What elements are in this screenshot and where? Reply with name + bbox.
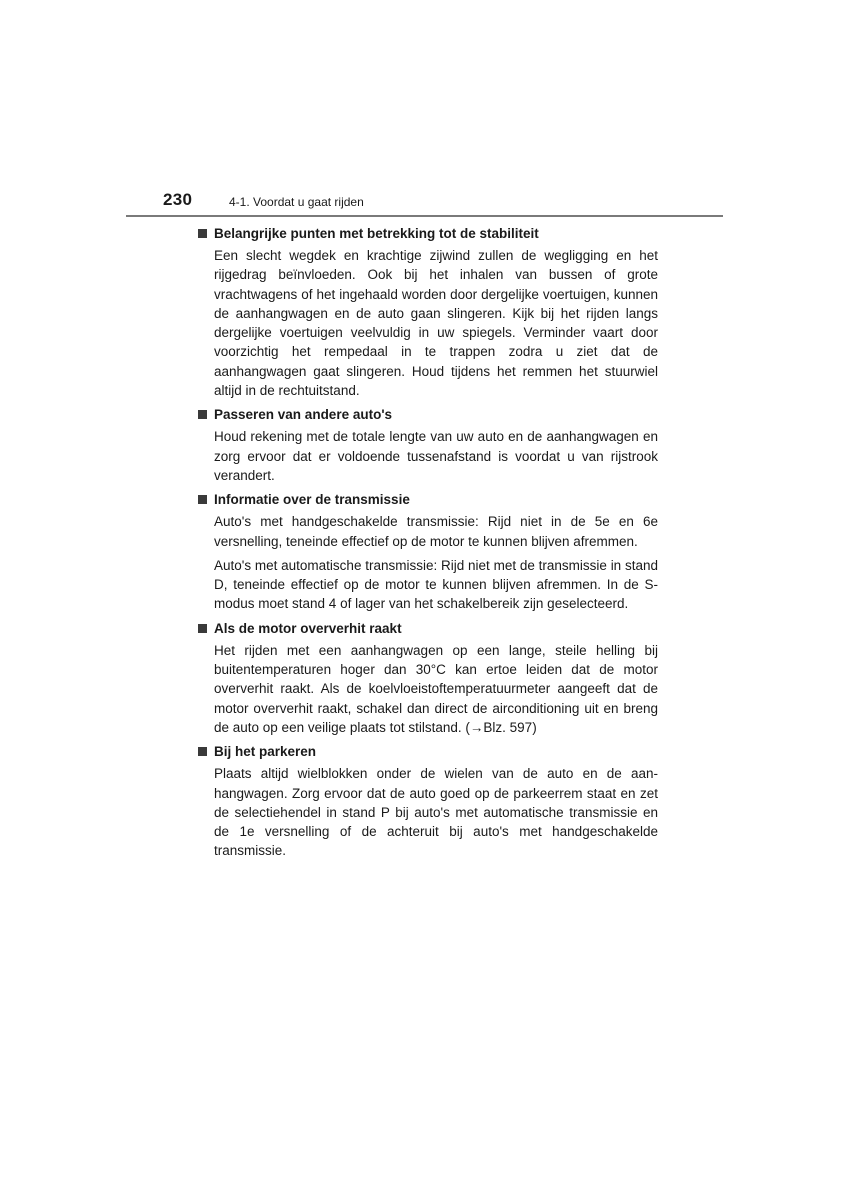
- section-heading: [198, 405, 658, 424]
- square-bullet-icon: [198, 495, 207, 504]
- section-stability: [198, 224, 658, 400]
- section-heading-text: Informatie over de transmissie: [214, 492, 410, 508]
- section-paragraph: Plaats altijd wielblokken onder de wielen van de auto en de aanhangwagen. Zorg ervoor dat de auto goed op de parkeerrem staat en zet de selectiehendel in stand P bij auto's met automatische transmissie en de 1e versnelling of de achteruit bij auto's met handgeschakelde transmissie.: [214, 766, 658, 859]
- page-content: [198, 224, 658, 866]
- section-heading: [198, 619, 658, 638]
- section-transmission: [198, 490, 658, 613]
- section-paragraph: Auto's met automatische transmissie: Rijd niet met de transmissie in stand D, teneinde effectief op de motor te kunnen blijven afremmen. In de S-modus moet stand 4 of lager van het schakelbereik zijn geselecteerd.: [214, 557, 658, 612]
- section-parking: [198, 742, 658, 860]
- section-heading-text: Bij het parkeren: [214, 744, 317, 760]
- section-heading-text: Als de motor oververhit raakt: [214, 620, 402, 636]
- square-bullet-icon: [198, 410, 207, 419]
- header-divider: [126, 215, 723, 217]
- section-overheating: [198, 619, 658, 737]
- section-heading: [198, 490, 658, 509]
- section-paragraph: Het rijden met een aanhangwagen op een lange, steile helling bij buitentemperaturen hoger dan 30°C kan ertoe leiden dat de motor oververhit raakt. Als de koelvloeistoftemperatuurmeter aangeeft dat de motor oververhit raakt, schakel dan direct de airconditioning uit en breng de auto op een veilige plaats tot stilstand. (→Blz. 597): [214, 642, 658, 735]
- section-paragraph: Houd rekening met de totale lengte van uw auto en de aanhangwagen en zorg ervoor dat er voldoende tussenafstand is voordat u van rijstrook verandert.: [214, 429, 658, 483]
- section-paragraph: Een slecht wegdek en krachtige zijwind zullen de wegligging en het rijgedrag beïnvloeden. Ook bij het inhalen van bussen of grote vrachtwagens of het ingehaald worden door dergelijke voertuigen, kunnen de aanhangwagen en de auto gaan slingeren. Kijk bij het rijden langs dergelijke voertuigen veelvuldig in uw spiegels. Verminder vaart door voorzichtig het rempedaal in te trappen zodra u ziet dat de aanhangwagen gaat slingeren. Houd tijdens het remmen het stuurwiel altijd in de rechtuitstand.: [214, 248, 658, 399]
- chapter-title: 4-1. Voordat u gaat rijden: [229, 195, 364, 209]
- square-bullet-icon: [198, 747, 207, 756]
- section-overtaking: [198, 405, 658, 485]
- square-bullet-icon: [198, 624, 207, 633]
- section-heading: [198, 742, 658, 761]
- section-heading-text: Belangrijke punten met betrekking tot de stabiliteit: [214, 226, 539, 241]
- section-heading: [198, 224, 658, 243]
- square-bullet-icon: [198, 229, 207, 238]
- page-number: 230: [163, 190, 193, 209]
- section-paragraph: Auto's met handgeschakelde transmissie: Rijd niet in de 5e en 6e versnelling, teneinde effectief op de motor te kunnen blijven afremmen.: [214, 514, 658, 549]
- section-heading-text: Passeren van andere auto's: [214, 407, 393, 423]
